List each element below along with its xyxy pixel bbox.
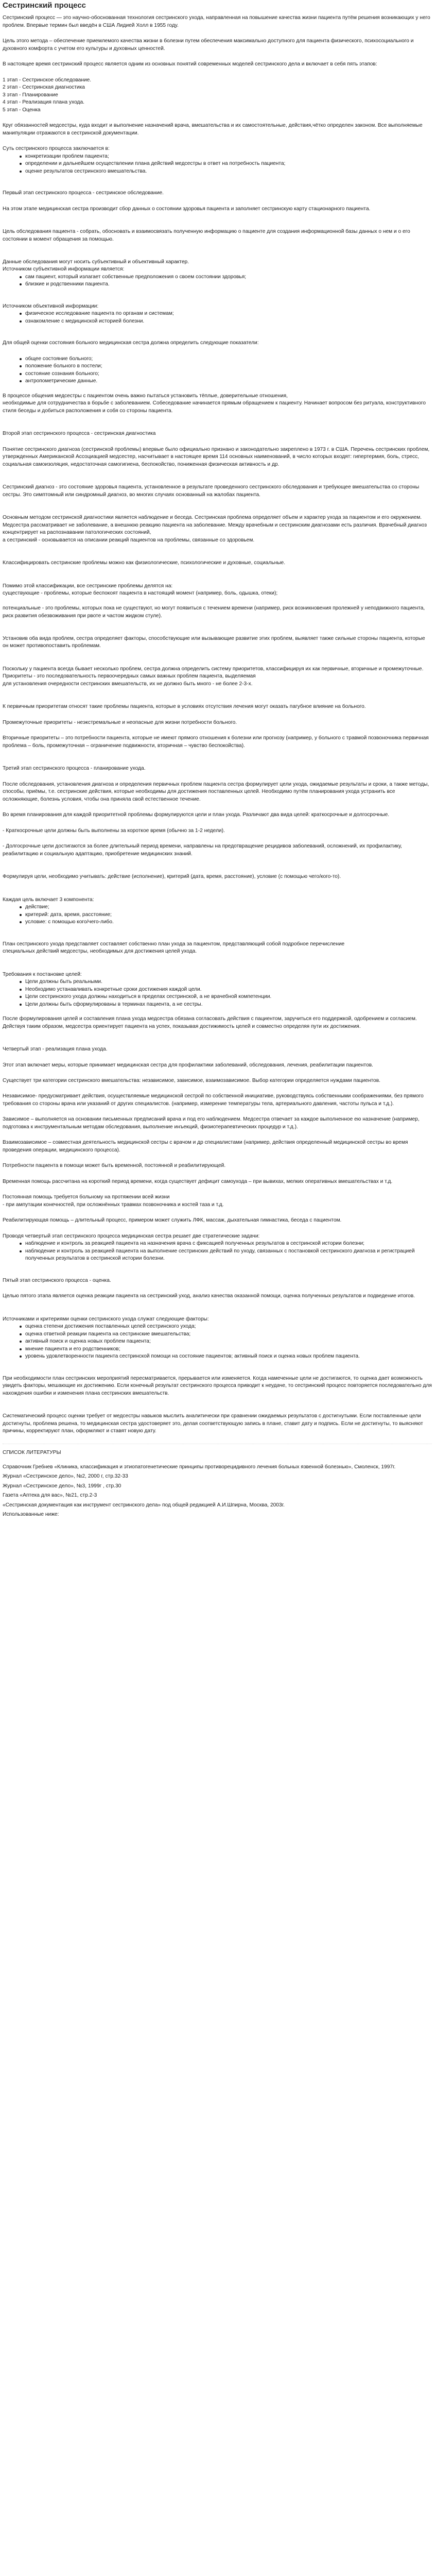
bullet-list <box>3 904 432 926</box>
bullet-item: действие; <box>25 904 432 911</box>
spacer <box>3 507 432 514</box>
page-title: Сестринский процесс <box>3 1 86 10</box>
paragraph: Основным методом сестринской диагностики является наблюдение и беседа. Сестринская проблема определяет объем и характер ухода за пациентом и его окружением. Медсестра рассматривает не заболевание, а внешнюю реакцию пациента на заболевание. Между врачебным и сестринским диагнозами есть различия. Врачебный диагноз концентрирует на распознавании патологических состояний, а сестринский - основывается на описании реакций пациентов на проблемы, связанные со здоровьем. <box>3 515 427 543</box>
spacer <box>3 1405 432 1413</box>
bullet-item: положение больного в постели; <box>25 363 432 370</box>
bullet-list <box>3 153 432 175</box>
spacer <box>3 889 432 896</box>
paragraph: Цель этого метода – обеспечение приемлемого качества жизни в болезни путем обеспечения максимально доступного для пациента физического, психосоциального и духовного комфорта с учетом его культуры и духовных ценностей. <box>3 38 414 52</box>
bullet-item: состояние сознания больного; <box>25 370 432 378</box>
text-line: Каждая цель включает 3 компонента: <box>3 896 94 903</box>
paragraph: Первый этап сестринского процесса - сестринское обследование. <box>3 190 164 196</box>
bullet-item: общее состояние больного; <box>25 355 432 363</box>
stage-item: 4 этап - Реализация плана ухода. <box>3 99 84 106</box>
spacer <box>3 866 432 873</box>
paragraph: Постоянная помощь требуется больному на протяжении всей жизни - при ампутации конечностей, при осложнённых травмах позвоночника и костей таза и т.д. <box>3 1194 224 1208</box>
paragraph: Помимо этой классификации, все сестринские проблемы делятся на: существующие - проблемы, которые беспокоят пациента в настоящий момент (например, боль, одышка, отеки); потенциальные - это проблемы, которых пока не существуют, но могут появиться с течением времени (например, риск возникновения пролежней у неподвижного пациента, риск развития обезвоживания при рвоте и частом жидком стуле). <box>3 583 425 619</box>
text-line: Суть сестринского процесса заключается в: <box>3 146 110 152</box>
paragraph: Промежуточные приоритеты - неэкстремальные и неопасные для жизни потребности больного. <box>3 719 237 725</box>
bullet-item: оценке результатов сестринского вмешательства. <box>25 168 432 175</box>
stage-item: 1 этап - Сестринское обследование. <box>3 77 92 83</box>
reference-item: «Сестринская документация как инструмент сестринского дела» под общей редакцией А.И.Шпирна, Москва, 2003г. <box>3 1502 285 1508</box>
bullet-item: мнение пациента и его родственников; <box>25 1346 432 1353</box>
bullet-item: наблюдение и контроль за реакцией пациента на назначения врача с фиксацией полученных результатов в сестринской истории болезни; <box>25 1240 432 1247</box>
bullet-item: антропометрические данные. <box>25 378 432 385</box>
spacer <box>3 1039 432 1046</box>
references-heading: СПИСОК ЛИТЕРАТУРЫ <box>3 1449 61 1455</box>
paragraph: Систематический процесс оценки требует от медсестры навыков мыслить аналитически при сравнении ожидаемых результатов с достигнутыми. Если поставленные цели достигнуты, проблема решена, то медицинская сестра удостоверяет это, делая соответствующую запись в плане, ставит дату и подпись. Если не достигнуты, то выясняют причины, корректируют план, оформляют и ставят новую дату. <box>3 1413 423 1434</box>
stage-item: 3 этап - Планирование <box>3 92 58 98</box>
bullet-item: физическое исследование пациента по органам и системам; <box>25 310 432 317</box>
paragraph: Зависимое – выполняется на основании письменных предписаний врача и под его наблюдением. Медсестра отвечает за каждое выполненное ею назначение (например, подготовка к инструментальным методам обследования, выполнение инъекций, физиотерапевтических процедур и т.д.). <box>3 1116 420 1130</box>
paragraph: Формулируя цели, необходимо учитывать: действие (исполнение), критерий (дата, время, расстояние), условие (с помощью чего/кого-то). <box>3 874 341 880</box>
bullet-item: ознакомление с медицинской историей болезни. <box>25 318 432 325</box>
paragraph: После формулирования целей и составления плана ухода медсестра обязана согласовать действия с пациентом, заручиться его поддержкой, одобрением и согласием. Действуя таким образом, медсестра ориентирует пациента на успех, показывая достижимость целей и совместно определяя пути их достижения. <box>3 1016 417 1029</box>
spacer <box>3 182 432 190</box>
paragraph: Пятый этап сестринского процесса - оценка. <box>3 1277 111 1283</box>
paragraph: Этот этап включает меры, которые принимает медицинская сестра для профилактики заболеваний, обследования, лечения, реабилитации пациентов. <box>3 1062 373 1068</box>
paragraph: Вторичные приоритеты – это потребности пациента, которые не имеют прямого отношения к болезни или прогнозу (например, у больного с травмой позвоночника первичная проблема – боль, промежуточная – ограничение подвижности, вторичная – чувство беспокойства). <box>3 735 429 749</box>
references-list <box>3 1464 432 1519</box>
spacer <box>3 296 432 303</box>
spacer <box>3 332 432 340</box>
bullet-item: близкие и родственники пациента. <box>25 281 432 288</box>
spacer <box>3 964 432 971</box>
bullet-list <box>3 1323 432 1360</box>
stage-list <box>3 77 432 114</box>
paragraph: Классифицировать сестринские проблемы можно как физиологические, психологические и духовные, социальные. <box>3 560 286 566</box>
paragraph: Существует три категории сестринского вмешательства: независимое, зависимое, взаимозависимое. Выбор категории определяется нуждами пациентов. <box>3 1077 380 1083</box>
paragraph: Поскольку у пациента всегда бывает несколько проблем, сестра должна определить систему приоритетов, классифицируя их как первичные, вторичные и промежуточные. Приоритеты - это последовательность первоочередных самых важных проблем пациента, выделяемая для установления очередности сестринских вмешательств, их не должно быть много - не более 2-3-х. <box>3 666 424 687</box>
paragraph: Установив оба вида проблем, сестра определяет факторы, способствующие или вызывающие развитие этих проблем, выявляет также сильные стороны пациента, которые он может противопоставить проблемам. <box>3 636 425 649</box>
stage-item: 2 этап - Сестринская диагностика <box>3 84 85 91</box>
spacer <box>3 758 432 765</box>
spacer <box>3 221 432 228</box>
text-line: Источником объективной информации: <box>3 303 99 309</box>
spacer <box>3 628 432 635</box>
document-body <box>3 14 432 1519</box>
paragraph: Взаимозависимое – совместная деятельность медицинской сестры с врачом и др специалистами (например, действия определенный медицинской сестры во время проведения операции, медицинского процесса). <box>3 1140 408 1153</box>
paragraph: После обследования, установления диагноза и определения первичных проблем пациента сестра формулирует цели ухода, ожидаемые результаты и сроки, а также методы, способы, приёмы, т.е. сестринские действия, которые необходимы для достижения поставленных целей. Необходимо путём планирования ухода устранить все осложняющие, болезнь условия, чтобы она приняла свой естественное течение. <box>3 781 429 802</box>
paragraph: - Краткосрочные цели должны быть выполнены за короткое время (обычно за 1-2 недели). <box>3 827 225 834</box>
paragraph: Сестринский процесс — это научно-обоснованная технология сестринского ухода, направленная на повышение качества жизни пациента путём решения возникающих у него проблем. Впервые термин был введён в США Лидией Холл в 1955 году. <box>3 15 430 28</box>
paragraph: Круг обязанностей медсестры, куда входит и выполнение назначений врача, вмешательства и их самостоятельные, действия,чётко определен законом. Все выполняемые манипуляции отражаются в сестринской документации. <box>3 123 423 136</box>
paragraph: Потребности пациента в помощи может быть временной, постоянной и реабилитирующей. <box>3 1163 226 1169</box>
spacer <box>3 251 432 259</box>
bullet-list <box>3 310 432 325</box>
paragraph: Сестринский диагноз - это состояние здоровья пациента, установленное в результате проведенного сестринского обследования и требующее вмешательства со стороны сестры. Это симптомный или синдромный диагноз, во многих случаях основанный на жалобах пациента. <box>3 484 420 498</box>
paragraph: На этом этапе медицинская сестра производит сбор данных о состоянии здоровья пациента и заполняет сестринскую карту стационарного пациента. <box>3 206 371 212</box>
text-line: Источником субъективной информации является: <box>3 266 125 273</box>
bullet-item: Цели должны быть реальными. <box>25 978 432 986</box>
bullet-list <box>3 1240 432 1262</box>
bullet-list <box>3 355 432 385</box>
bullet-item: активный поиск и оценка новых проблем пациента; <box>25 1338 432 1345</box>
spacer <box>3 1309 432 1316</box>
paragraph: При необходимости план сестринских мероприятий пересматривается, прерывается или изменяется. Когда намеченные цели не достигаются, то оценка дает возможность увидеть факторы, мешающие их достижению. Если конечный результат сестринского процесса приводит к неудаче, то сестринский процесс повторяется последовательно для нахождения ошибки и изменения плана сестринских вмешательств. <box>3 1375 432 1396</box>
bullet-item: условие: с помощью кого/чего-либо. <box>25 919 432 926</box>
stage-item: 5 этап - Оценка <box>3 107 41 113</box>
paragraph: Независимое- предусматривает действия, осуществляемые медицинской сестрой по собственной инициативе, руководствуясь собственными соображениями, без прямого требования со стороны врача или указаний от других специалистов. (например, измерение температуры тела, артериального давления, частоты пульса и т.д.). <box>3 1093 424 1107</box>
text-line: Проводя четвертый этап сестринского процесса медицинская сестра решает две стратегические задачи: <box>3 1233 260 1239</box>
bullet-item: наблюдение и контроль за реакцией пациента на выполнение сестринских действий по уходу, связанных с постановкой сестринского диагноза и регистрацией полученных результатов в сестринской истории болезни. <box>25 1248 432 1263</box>
paragraph: К первичным приоритетам относят такие проблемы пациента, которые в условиях отсутствия лечения могут оказать пагубное влияние на больного. <box>3 704 366 710</box>
bullet-item: конкретизации проблем пациента; <box>25 153 432 160</box>
bullet-item: оценка ответной реакции пациента на сестринские вмешательства; <box>25 1331 432 1338</box>
bullet-item: оценка степени достижения поставленных целей сестринского ухода; <box>25 1323 432 1330</box>
spacer <box>3 934 432 941</box>
text-line: Данные обследования могут носить субъективный и объективный характер. <box>3 259 189 265</box>
bullet-item: Необходимо устанавливать конкретные сроки достижения каждой цели. <box>25 986 432 993</box>
bullet-list <box>3 274 432 289</box>
reference-item: Использованные ниже: <box>3 1512 59 1518</box>
paragraph: Временная помощь рассчитана на короткий период времени, когда существует дефицит самоухода – при вывихах, мелких оперативных вмешательствах и т.д. <box>3 1178 393 1184</box>
spacer <box>3 696 432 703</box>
reference-item: Журнал «Сестринское дело», №3, 1999г , стр.30 <box>3 1483 121 1489</box>
bullet-item: сам пациент, который излагает собственные предположения о своем состоянии здоровья; <box>25 274 432 281</box>
paragraph: Для общей оценки состояния больного медицинская сестра должна определить следующие показатели: <box>3 340 259 346</box>
paragraph: В настоящее время сестринский процесс является одним из основных понятий современных моделей сестринского дела и включает в себя пять этапов: <box>3 61 377 67</box>
bullet-item: Цели должны быть сформулированы в терминах пациента, а не сестры. <box>25 1001 432 1008</box>
paragraph: Понятие сестринского диагноза (сестринской проблемы) впервые было официально признано и законодательно закреплено в 1973 г. в США. Перечень сестринских проблем, утвержденных Американской Ассоциацией медсестер, насчитывает в настоящее время 114 основных наименований, в число которых входят: гипертермия, боль, стресс, социальная самоизоляция, недостаточная самогигиена, беспокойство, пониженная физическая активность и др. <box>3 446 430 467</box>
spacer <box>3 1270 432 1277</box>
spacer <box>3 658 432 666</box>
bullet-list <box>3 978 432 1008</box>
spacer <box>3 1368 432 1375</box>
text-line: Источниками и критериями оценки сестринского ухода служат следующие факторы: <box>3 1316 209 1322</box>
spacer <box>3 477 432 484</box>
paragraph: В процессе общения медсестры с пациентом очень важно пытаться установить тёплые, доверительные отношения, необходимые для сотрудничества в борьбе с заболеванием. Собеседование начинается прямым обращением к пациенту. Начинает вопросом без ритуала, конструктивного стиля беседы и добиться расположения и собя со стороны пациента. <box>3 393 426 414</box>
reference-item: Журнал «Сестринское дело», №2, 2000 г, стр.32-33 <box>3 1473 128 1480</box>
spacer <box>3 552 432 560</box>
paragraph: План сестринского ухода представляет составляет собственно план ухода за пациентом, представляющий собой подробное перечисление специальных действий медсестры, необходимых для достижения целей ухода. <box>3 941 345 955</box>
paragraph: Во время планирования для каждой приоритетной проблемы формулируются цели и план ухода. Различают два вида целей: краткосрочные и долгосрочные. <box>3 812 390 818</box>
paragraph: - Долгосрочные цели достигаются за более длительный период времени, направлены на предотвращение рецидивов заболеваний, осложнений, их профилактику, реабилитацию и социальную адаптацию, приобретение медицинских знаний. <box>3 843 402 857</box>
spacer <box>3 575 432 583</box>
paragraph: Четвертый этап - реализация плана ухода. <box>3 1046 108 1053</box>
paragraph: Цель обследования пациента - собрать, обосновать и взаимосвязать полученную информацию о пациенте для создания информационной базы данных о нем и о его состоянии в момент обращения за помощью. <box>3 229 410 242</box>
bullet-item: Цели сестринского ухода должны находиться в пределах сестринской, а не врачебной компетенции. <box>25 993 432 1001</box>
paragraph: Реабилитирующая помощь – длительный процесс, примером может служить ЛФК, массаж, дыхательная гимнастика, беседа с пациентом. <box>3 1217 342 1224</box>
reference-item: Газета «Аптека для вас», №21, стр.2-3 <box>3 1493 97 1499</box>
paragraph: Целью пятого этапа является оценка реакции пациента на сестринский уход, анализ качества оказанной помощи, оценка полученных результатов и подведение итогов. <box>3 1293 415 1299</box>
text-line: Требования к постановке целей: <box>3 971 82 977</box>
paragraph: Второй этап сестринского процесса - сестринская диагностика <box>3 431 156 437</box>
bullet-item: уровень удовлетворенности пациента сестринской помощи на состояние пациентов; активный поиск и оценка новых проблем пациента. <box>25 1353 432 1360</box>
spacer <box>3 423 432 430</box>
bullet-item: критерий: дата, время, расстояние; <box>25 911 432 919</box>
paragraph: Третий этап сестринского процесса - планирование ухода. <box>3 766 146 772</box>
reference-item: Справочник Гребнев «Клиника, классификация и этиопатогенетические принципы противорецидивного лечения больных язвенной болезнью», Смоленск, 1997г. <box>3 1464 396 1470</box>
bullet-item: определении и дальнейшем осуществлении плана действий медсестры в ответ на потребность пациента; <box>25 160 432 167</box>
